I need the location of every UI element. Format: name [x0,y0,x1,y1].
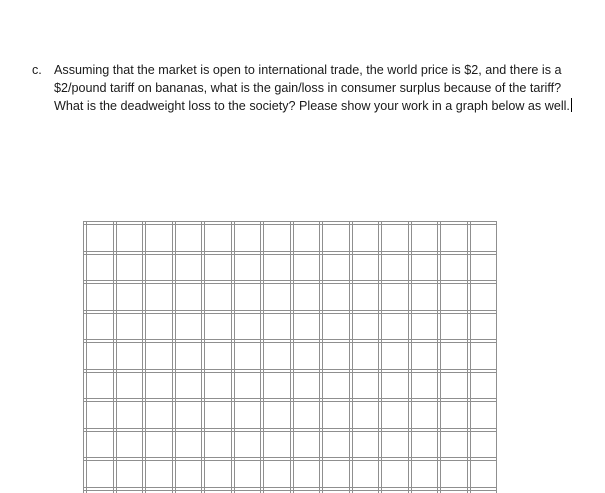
graph-grid [82,220,498,493]
list-marker: c. [32,63,42,77]
graph-grid-svg [82,220,498,493]
question-text: Assuming that the market is open to international trade, the world price is $2, and there is a $2/pound tariff on bananas, what is the gain/loss in consumer surplus because of the tariff? What is the deadweight loss to the society? Please show your work in a graph below as well. [54,63,570,113]
question-text-wrap[interactable] [54,61,582,115]
text-cursor [571,98,572,112]
question-c [32,61,582,115]
